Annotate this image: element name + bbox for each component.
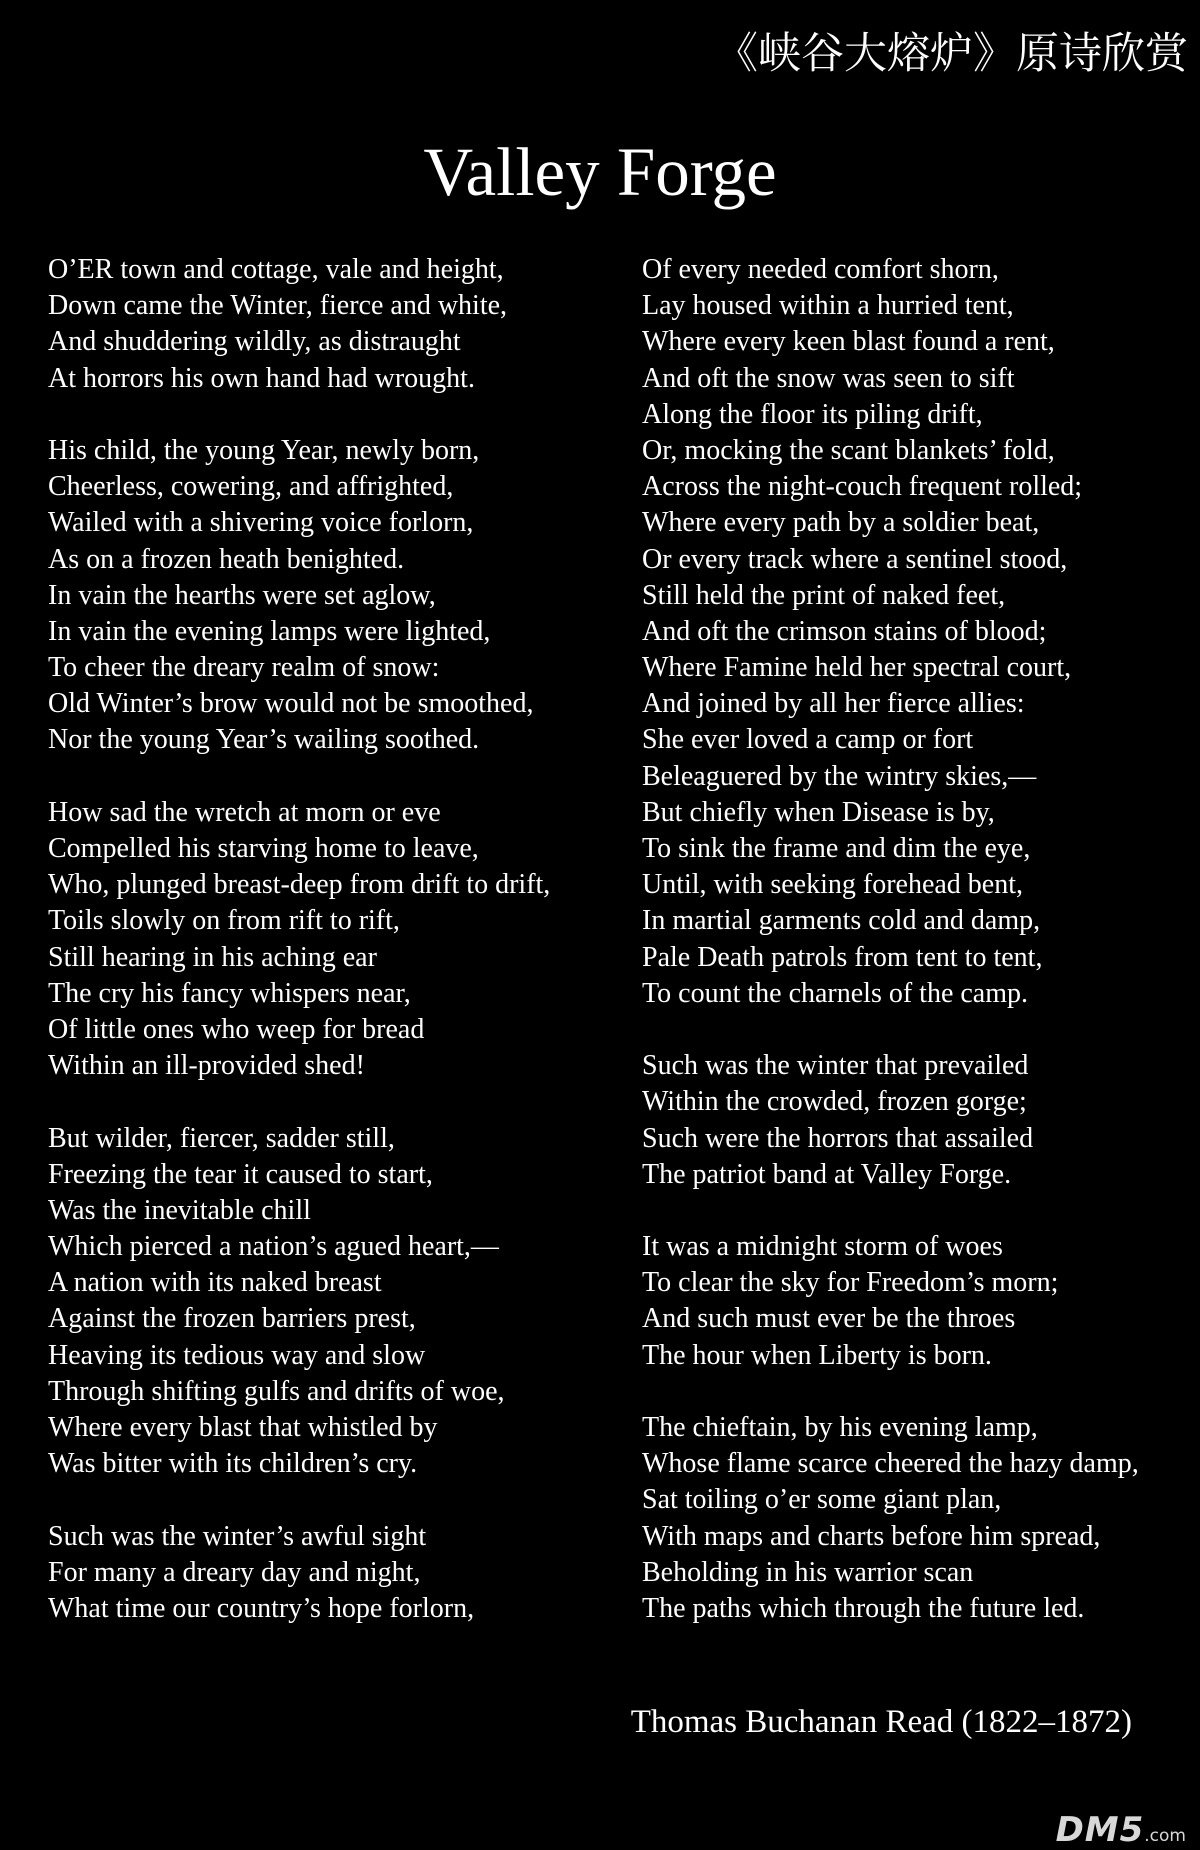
poem-line: To cheer the dreary realm of snow: xyxy=(48,652,440,684)
poem-line: To clear the sky for Freedom’s morn; xyxy=(642,1267,1059,1299)
stanza xyxy=(48,252,550,397)
poem-line: In martial garments cold and damp, xyxy=(642,905,1041,937)
poem-line: And shuddering wildly, as distraught xyxy=(48,326,461,358)
stanza xyxy=(642,1229,1139,1374)
poem-line: The cry his fancy whispers near, xyxy=(48,977,411,1009)
poem-column-right xyxy=(642,252,1139,1663)
poem-line: Along the floor its piling drift, xyxy=(642,398,983,430)
poem-line: Or, mocking the scant blankets’ fold, xyxy=(642,434,1055,466)
poem-line: As on a frozen heath benighted. xyxy=(48,543,405,575)
poem-line: Still hearing in his aching ear xyxy=(48,941,377,973)
stanza xyxy=(642,252,1139,1012)
poem-line: Toils slowly on from rift to rift, xyxy=(48,905,400,937)
poem-line: And such must ever be the throes xyxy=(642,1303,1016,1335)
poem-line: Down came the Winter, fierce and white, xyxy=(48,290,508,322)
poem-line: Within an ill-provided shed! xyxy=(48,1050,365,1082)
stanza xyxy=(642,1048,1139,1193)
poem-line: Across the night-couch frequent rolled; xyxy=(642,471,1083,503)
poem-line: Sat toiling o’er some giant plan, xyxy=(642,1484,1002,1516)
poem-line: Who, plunged breast-deep from drift to drift, xyxy=(48,869,551,901)
stanza xyxy=(48,1121,550,1483)
poem-line: And oft the snow was seen to sift xyxy=(642,362,1015,394)
poem-line: Which pierced a nation’s agued heart,— xyxy=(48,1231,499,1263)
poem-line: Compelled his starving home to leave, xyxy=(48,833,479,864)
poem-line: But wilder, fiercer, sadder still, xyxy=(48,1122,395,1154)
poem-line: Cheerless, cowering, and affrighted, xyxy=(48,471,454,503)
poem-column-left xyxy=(48,252,550,1663)
poem-line: At horrors his own hand had wrought. xyxy=(48,362,475,394)
poem-line: Beholding in his warrior scan xyxy=(642,1556,974,1588)
poem-line: Whose flame scarce cheered the hazy damp, xyxy=(642,1448,1139,1480)
poem-line: Within the crowded, frozen gorge; xyxy=(642,1086,1027,1118)
poem-line: Through shifting gulfs and drifts of woe, xyxy=(48,1375,505,1407)
poem-line: Where Famine held her spectral court, xyxy=(642,652,1072,684)
poem-line: And joined by all her fierce allies: xyxy=(642,688,1025,720)
poem-line: Lay housed within a hurried tent, xyxy=(642,290,1014,322)
poem-line: Such were the horrors that assailed xyxy=(642,1122,1034,1154)
stanza xyxy=(642,1410,1139,1627)
poem-line: For many a dreary day and night, xyxy=(48,1556,421,1588)
poem-line: Of every needed comfort shorn, xyxy=(642,254,999,285)
poem-line: The chieftain, by his evening lamp, xyxy=(642,1412,1038,1443)
poem-line: Where every path by a soldier beat, xyxy=(642,507,1040,539)
poem-author: Thomas Buchanan Read (1822–1872) xyxy=(630,1704,1132,1740)
poem-line: The paths which through the future led. xyxy=(642,1592,1085,1624)
poem-line: Still held the print of naked feet, xyxy=(642,579,1006,611)
poem-line: His child, the young Year, newly born, xyxy=(48,434,480,466)
stanza xyxy=(48,1519,550,1628)
poem-line: Of little ones who weep for bread xyxy=(48,1013,425,1045)
poem-line: In vain the evening lamps were lighted, xyxy=(48,615,491,647)
stanza xyxy=(48,433,550,759)
poem-line: Heaving its tedious way and slow xyxy=(48,1339,426,1371)
poem-line: Beleaguered by the wintry skies,— xyxy=(642,760,1037,792)
poem-line: And oft the crimson stains of blood; xyxy=(642,615,1047,647)
poem-line: Where every blast that whistled by xyxy=(48,1412,438,1443)
poem-line: Nor the young Year’s wailing soothed. xyxy=(48,724,480,756)
poem-line: A nation with its naked breast xyxy=(48,1267,382,1299)
poem-line: But chiefly when Disease is by, xyxy=(642,796,995,828)
stanza xyxy=(48,795,550,1085)
poem-line: Or every track where a sentinel stood, xyxy=(642,543,1068,575)
poem-line: To count the charnels of the camp. xyxy=(642,977,1029,1009)
poem-line: Freezing the tear it caused to start, xyxy=(48,1158,433,1190)
poem-line: Was the inevitable chill xyxy=(48,1194,311,1226)
poem-line: Such was the winter’s awful sight xyxy=(48,1520,427,1552)
poem-line: Until, with seeking forehead bent, xyxy=(642,869,1024,901)
poem-line: Where every keen blast found a rent, xyxy=(642,326,1055,358)
poem-line: How sad the wretch at morn or eve xyxy=(48,796,441,828)
poem-line: The patriot band at Valley Forge. xyxy=(642,1158,1012,1190)
poem-line: It was a midnight storm of woes xyxy=(642,1231,1003,1263)
poem-line: O’ER town and cottage, vale and height, xyxy=(48,254,504,285)
poem-line: She ever loved a camp or fort xyxy=(642,724,974,756)
poem-line: To sink the frame and dim the eye, xyxy=(642,833,1031,864)
watermark-main: DM5 xyxy=(1055,1810,1145,1850)
poem-line: Wailed with a shivering voice forlorn, xyxy=(48,507,474,539)
header-banner: 《峡谷大熔炉》原诗欣赏 xyxy=(715,29,1188,79)
poem-line: Such was the winter that prevailed xyxy=(642,1050,1029,1082)
poem-line: Old Winter’s brow would not be smoothed, xyxy=(48,688,534,720)
poem-title: Valley Forge xyxy=(423,134,777,210)
poem-line: What time our country’s hope forlorn, xyxy=(48,1592,475,1624)
poem-line: Against the frozen barriers prest, xyxy=(48,1303,416,1335)
poem-line: With maps and charts before him spread, xyxy=(642,1520,1101,1552)
poem-line: Pale Death patrols from tent to tent, xyxy=(642,941,1043,973)
poem-line: Was bitter with its children’s cry. xyxy=(48,1448,418,1480)
poem-line: In vain the hearths were set aglow, xyxy=(48,579,436,611)
watermark-suffix: .com xyxy=(1144,1826,1186,1846)
poem-line: The hour when Liberty is born. xyxy=(642,1339,992,1371)
watermark-logo xyxy=(1056,1810,1186,1850)
